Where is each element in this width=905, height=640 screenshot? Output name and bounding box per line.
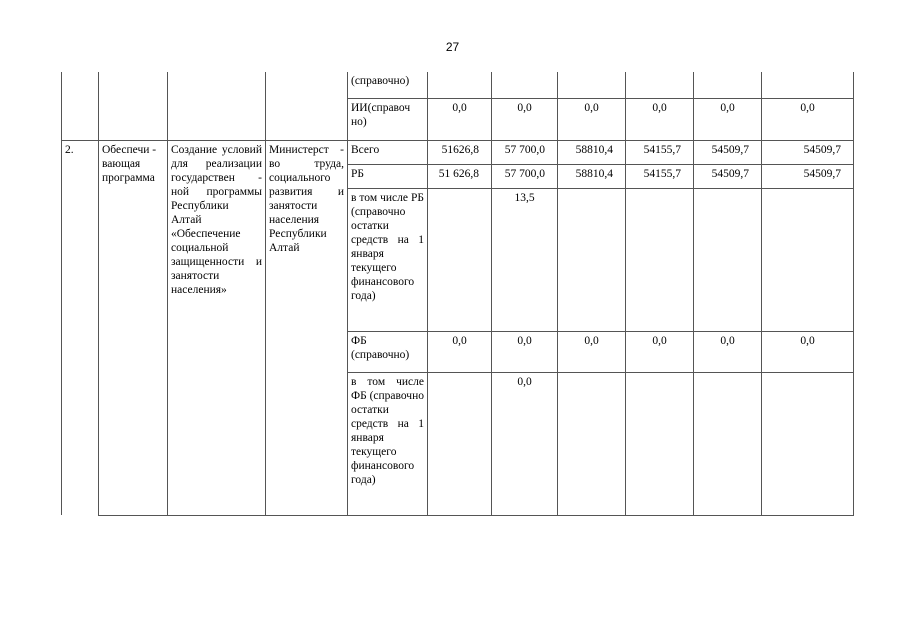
value-cell [428, 188, 492, 331]
type-cell [99, 98, 168, 140]
budget-table [61, 72, 854, 516]
value-cell: 0,0 [428, 331, 492, 372]
value-cell [558, 372, 626, 515]
value-cell [762, 372, 854, 515]
value-cell [626, 188, 694, 331]
value-cell: 0,0 [492, 98, 558, 140]
value-cell: 54509,7 [694, 164, 762, 188]
value-cell: 54509,7 [762, 140, 854, 164]
table-row [62, 140, 854, 164]
page-number: 27 [445, 40, 460, 54]
value-cell: 0,0 [694, 331, 762, 372]
value-cell: 0,0 [626, 331, 694, 372]
value-cell [694, 72, 762, 98]
value-cell [428, 72, 492, 98]
value-cell: 0,0 [694, 98, 762, 140]
value-cell: 51 626,8 [428, 164, 492, 188]
type-cell [99, 72, 168, 98]
value-cell: 57 700,0 [492, 140, 558, 164]
value-cell [492, 72, 558, 98]
value-cell [694, 372, 762, 515]
value-cell: 54509,7 [762, 164, 854, 188]
source-label: (справочно) [348, 72, 428, 98]
source-label: ФБ (справочно) [348, 331, 428, 372]
executor-cell [266, 98, 348, 140]
value-cell [762, 72, 854, 98]
value-cell: 54155,7 [626, 164, 694, 188]
value-cell [558, 72, 626, 98]
value-cell [558, 188, 626, 331]
table-row [62, 98, 854, 140]
source-label: в том числе РБ (справочно остатки средств на 1 января текущего финансового года) [348, 188, 428, 331]
value-cell: 0,0 [558, 98, 626, 140]
value-cell [626, 72, 694, 98]
source-label: Всего [348, 140, 428, 164]
executor-cell [266, 72, 348, 98]
value-cell: 0,0 [558, 331, 626, 372]
value-cell [694, 188, 762, 331]
value-cell: 0,0 [492, 372, 558, 515]
value-cell [428, 372, 492, 515]
item-number: 2. [62, 140, 99, 515]
value-cell: 0,0 [762, 331, 854, 372]
value-cell: 57 700,0 [492, 164, 558, 188]
value-cell: 54509,7 [694, 140, 762, 164]
source-label: ИИ(справоч но) [348, 98, 428, 140]
number-cell [62, 98, 99, 140]
value-cell [626, 372, 694, 515]
value-cell: 58810,4 [558, 140, 626, 164]
value-cell: 54155,7 [626, 140, 694, 164]
value-cell [762, 188, 854, 331]
item-type: Обеспечи - вающая программа [99, 140, 168, 515]
item-name: Создание условий для реализации государствен - ной программы Республики Алтай «Обеспечение социальной защищенности и занятости населения» [168, 140, 266, 515]
source-label: РБ [348, 164, 428, 188]
table-row [62, 72, 854, 98]
item-executor: Министерст - во труда, социального развития и занятости населения Республики Алтай [266, 140, 348, 515]
number-cell [62, 72, 99, 98]
name-cell [168, 72, 266, 98]
value-cell: 0,0 [762, 98, 854, 140]
value-cell: 0,0 [428, 98, 492, 140]
name-cell [168, 98, 266, 140]
value-cell: 0,0 [492, 331, 558, 372]
source-label: в том числе ФБ (справочно остатки средств на 1 января текущего финансового года) [348, 372, 428, 515]
value-cell: 58810,4 [558, 164, 626, 188]
value-cell: 0,0 [626, 98, 694, 140]
value-cell: 51626,8 [428, 140, 492, 164]
value-cell: 13,5 [492, 188, 558, 331]
